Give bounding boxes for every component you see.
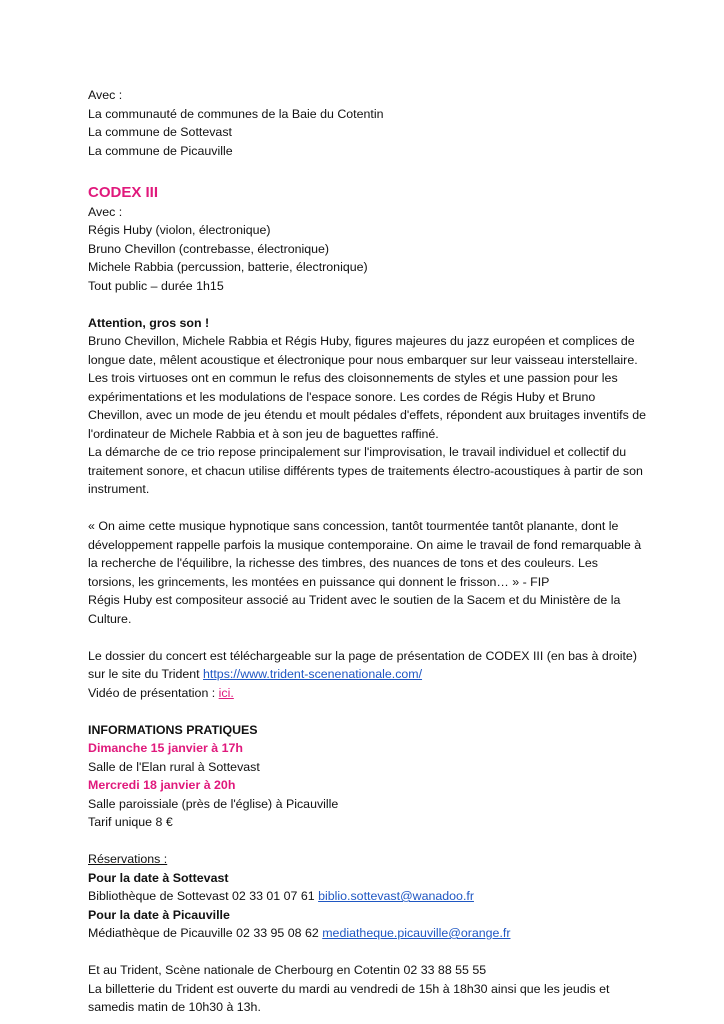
- partner-item: La commune de Picauville: [88, 143, 233, 158]
- dossier-text: Le dossier du concert est téléchargeable sur la page de présentation de CODEX III (en bas à droite) sur le site du Trident: [88, 648, 637, 681]
- trident-website-link[interactable]: https://www.trident-scenenationale.com/: [203, 667, 423, 681]
- price-info: Tarif unique 8 €: [88, 815, 173, 829]
- audience-info: Tout public – durée 1h15: [88, 278, 224, 293]
- video-label: Vidéo de présentation :: [88, 685, 216, 700]
- contact-text: Médiathèque de Picauville 02 33 95 08 62: [88, 926, 319, 940]
- document-body: [88, 86, 648, 1017]
- video-line: [88, 684, 648, 703]
- practical-heading: INFORMATIONS PRATIQUES: [88, 722, 258, 737]
- reservation-label: Pour la date à Sottevast: [88, 870, 229, 885]
- reservation-contact: [88, 887, 648, 906]
- show-title: CODEX III: [88, 183, 159, 201]
- video-link[interactable]: ici.: [218, 685, 234, 700]
- description-paragraph: Bruno Chevillon, Michele Rabbia et Régis Huby, figures majeures du jazz européen et complices de longue date, mêlent acoustique et électronique pour nous embarquer sur leur vaisseau interstellaire.: [88, 334, 638, 367]
- box-office-hours: La billetterie du Trident est ouverte du mardi au vendredi de 15h à 18h30 ainsi que les jeudis et samedis matin de 10h30 à 13h.: [88, 981, 610, 1014]
- performer-item: Régis Huby (violon, électronique): [88, 223, 271, 237]
- dossier-paragraph: [88, 647, 648, 684]
- press-quote: « On aime cette musique hypnotique sans concession, tantôt tourmentée tantôt planante, dont le développement rappelle parfois la musique contemporaine. On aime le travail de fond remarquable à la recherche de l'équilibre, la richesse des timbres, des nuances de tons et des couleurs. Les torsions, les grincements, les montées en puissance qui donnent le frisson… » - FIP: [88, 519, 642, 589]
- reservation-label: Pour la date à Picauville: [88, 907, 230, 922]
- reservation-contact: [88, 924, 648, 943]
- description-paragraph: Les trois virtuoses ont en commun le refus des cloisonnements de styles et une passion pour les expérimentations et les modulations de l'espace sonore. Les cordes de Régis Huby et Bruno Chevillon, avec un mode de jeu étendu et moult pédales d'effets, répondent aux bruitages inventifs de l'ordinateur de Michele Rabbia et à son jeu de baguettes raffiné.: [88, 371, 647, 441]
- event-venue: Salle paroissiale (près de l'église) à Picauville: [88, 796, 339, 811]
- contact-text: Bibliothèque de Sottevast 02 33 01 07 61: [88, 889, 315, 903]
- trident-contact: Et au Trident, Scène nationale de Cherbourg en Cotentin 02 33 88 55 55: [88, 963, 487, 977]
- sottevast-email-link[interactable]: biblio.sottevast@wanadoo.fr: [318, 889, 474, 903]
- event-venue: Salle de l'Elan rural à Sottevast: [88, 759, 260, 774]
- partner-item: La communauté de communes de la Baie du Cotentin: [88, 106, 384, 121]
- picauville-email-link[interactable]: mediatheque.picauville@orange.fr: [322, 926, 511, 940]
- reservations-heading: Réservations :: [88, 852, 168, 866]
- associate-note: Régis Huby est compositeur associé au Trident avec le soutien de la Sacem et du Ministère de la Culture.: [88, 593, 621, 626]
- performer-item: Bruno Chevillon (contrebasse, électronique): [88, 241, 330, 256]
- event-date: Dimanche 15 janvier à 17h: [88, 741, 243, 755]
- performer-item: Michele Rabbia (percussion, batterie, électronique): [88, 260, 368, 274]
- partner-item: La commune de Sottevast: [88, 125, 232, 139]
- partners-intro: Avec :: [88, 88, 123, 102]
- description-paragraph: La démarche de ce trio repose principalement sur l'improvisation, le travail individuel et collectif du traitement sonore, et chacun utilise différents types de traitements électro-acoustiques à partir de son instrument.: [88, 445, 643, 496]
- description-heading: Attention, gros son !: [88, 315, 210, 330]
- event-date: Mercredi 18 janvier à 20h: [88, 778, 236, 792]
- show-with-label: Avec :: [88, 204, 123, 219]
